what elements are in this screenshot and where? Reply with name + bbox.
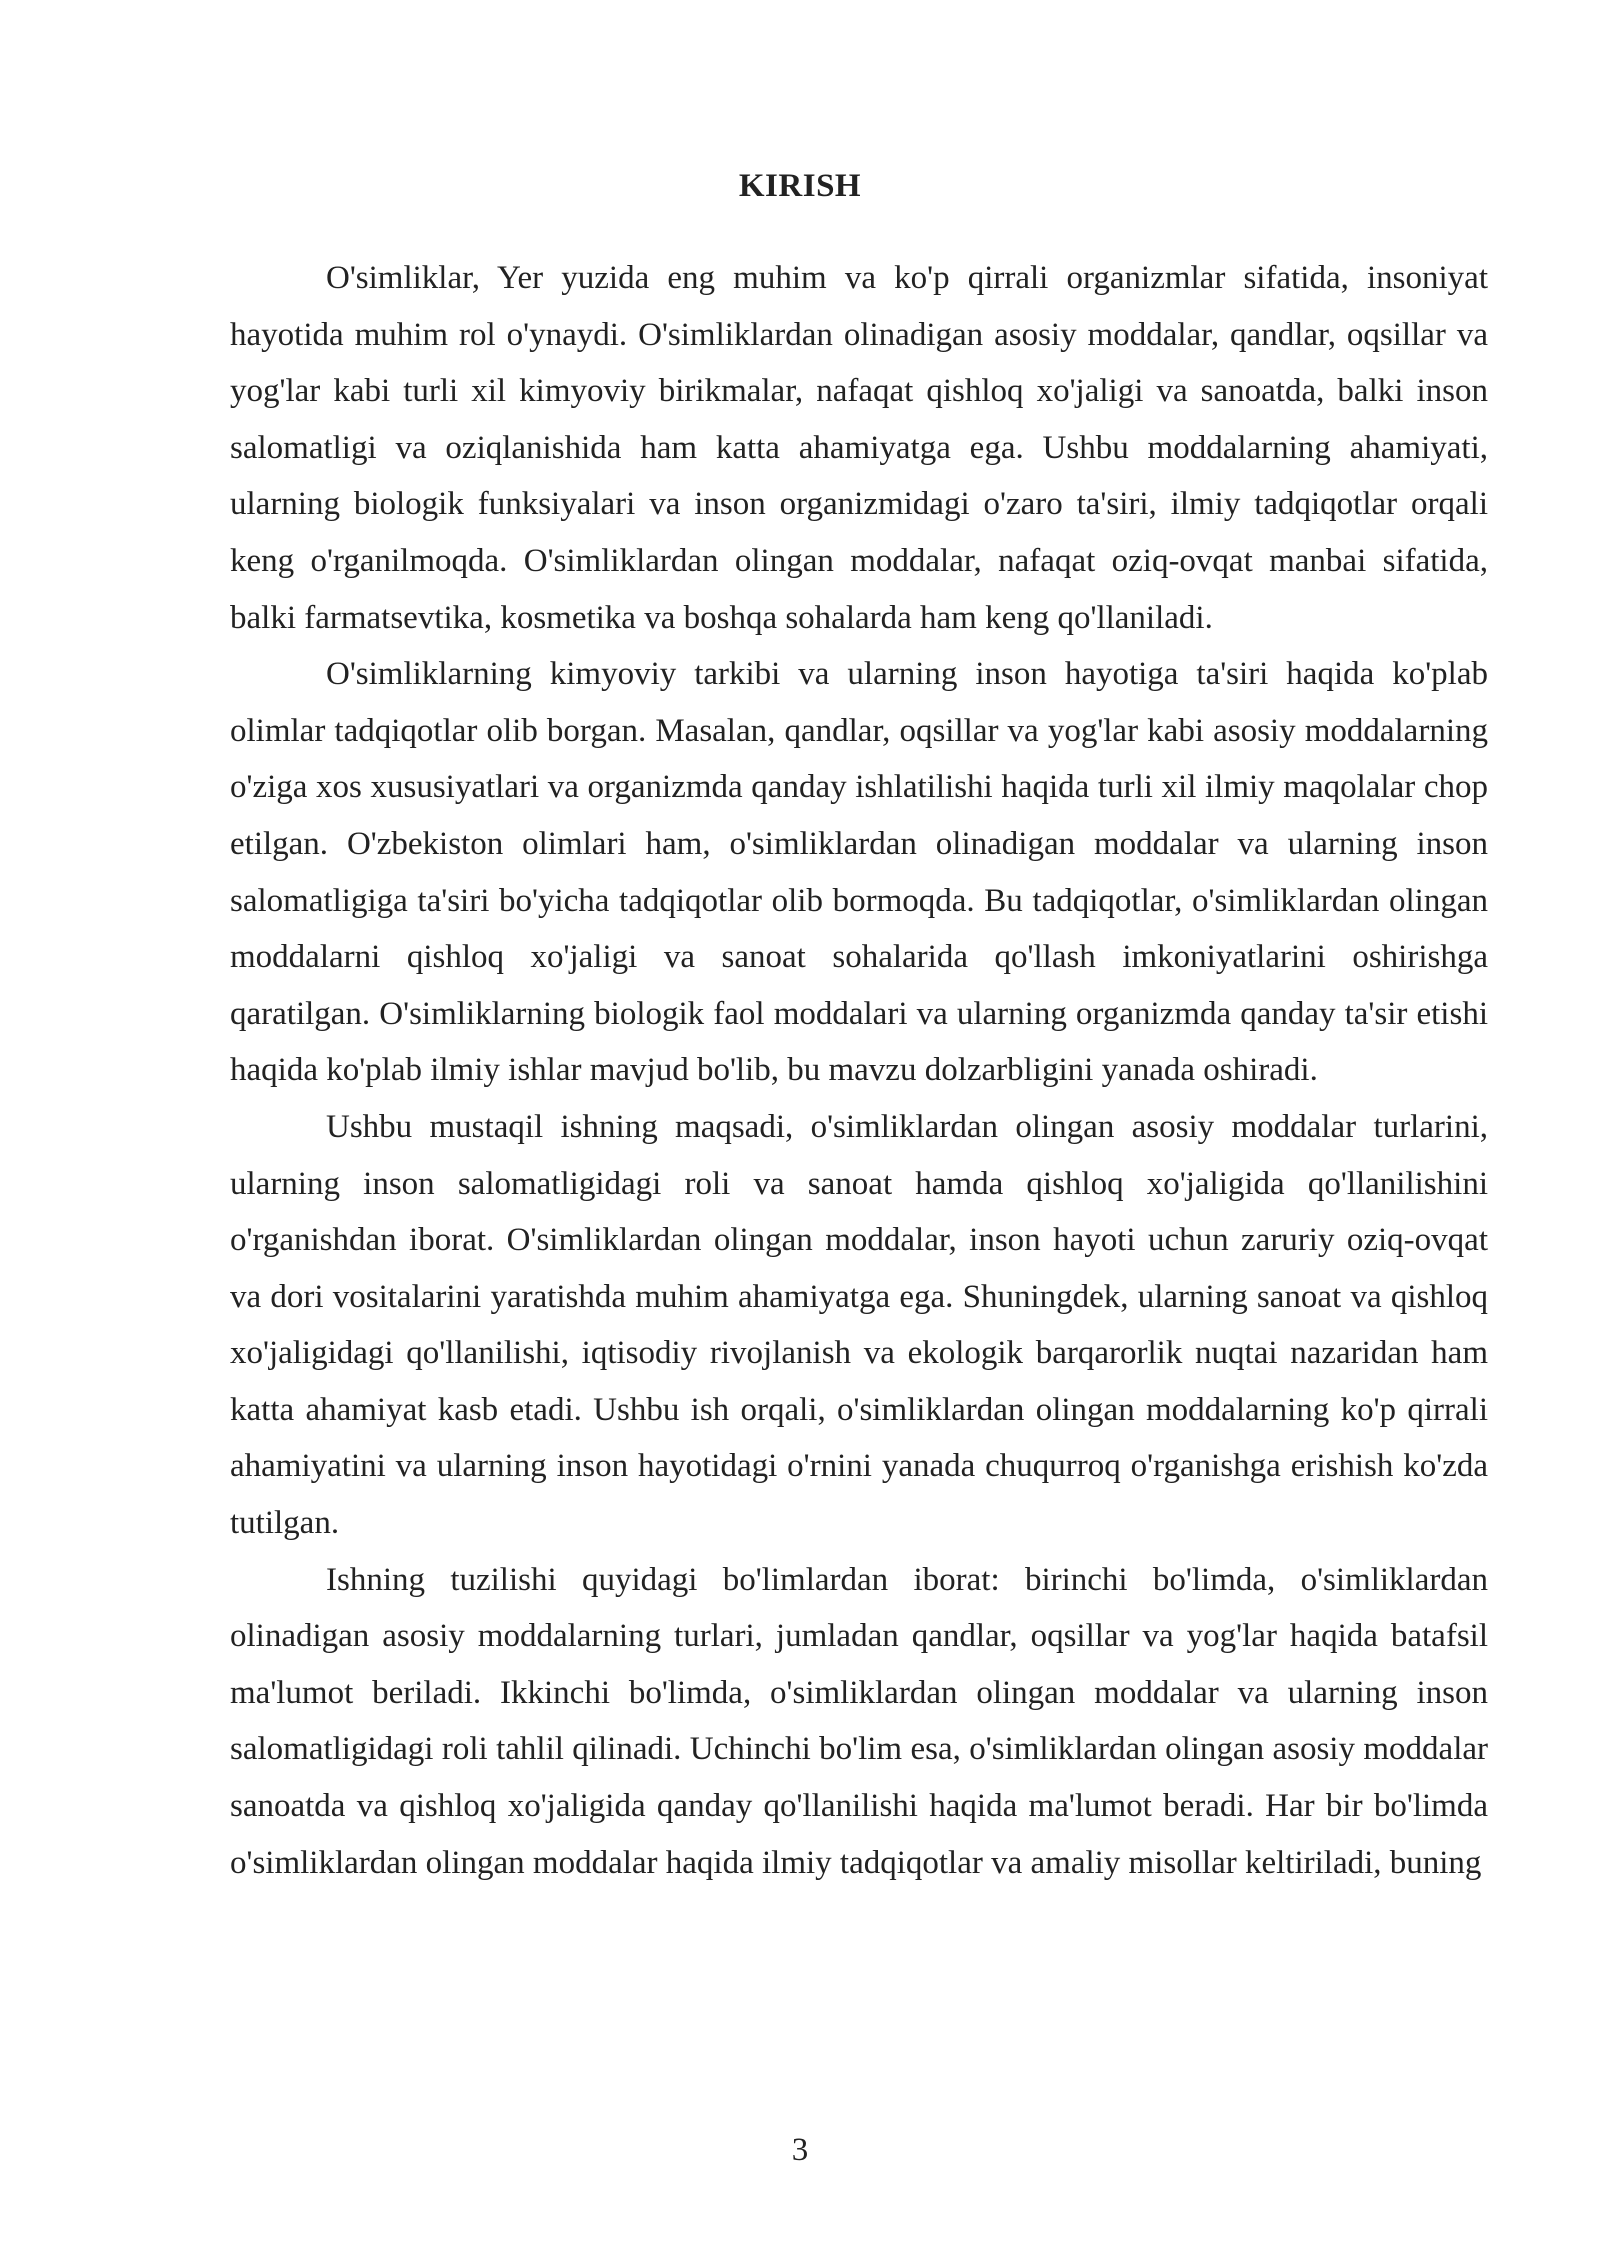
paragraph-3: Ushbu mustaqil ishning maqsadi, o'simliklardan olingan asosiy moddalar turlarini, ularning inson salomatligidagi roli va sanoat hamda qishloq xo'jaligida qo'llanilishini o'rganishdan iborat. O'simliklardan olingan moddalar, inson hayoti uchun zaruriy oziq-ovqat va dori vositalarini yaratishda muhim ahamiyatga ega. Shuningdek, ularning sanoat va qishloq xo'jaligidagi qo'llanilishi, iqtisodiy rivojlanish va ekologik barqarorlik nuqtai nazaridan ham katta ahamiyat kasb etadi. Ushbu ish orqali, o'simliklardan olingan moddalarning ko'p qirrali ahamiyatini va ularning inson hayotidagi o'rnini yanada chuqurroq o'rganishga erishish ko'zda tutilgan. — [230, 1108, 1488, 1542]
paragraph-2: O'simliklarning kimyoviy tarkibi va ularning inson hayotiga ta'siri haqida ko'plab olimlar tadqiqotlar olib borgan. Masalan, qandlar, oqsillar va yog'lar kabi asosiy moddalarning o'ziga xos xususiyatlari va organizmda qanday ishlatilishi haqida turli xil ilmiy maqolalar chop etilgan. O'zbekiston olimlari ham, o'simliklardan olinadigan moddalar va ularning inson salomatligiga ta'siri bo'yicha tadqiqotlar olib bormoqda. Bu tadqiqotlar, o'simliklardan olingan moddalarni qishloq xo'jaligi va sanoat sohalarida qo'llash imkoniyatlarini oshirishga qaratilgan. O'simliklarning biologik faol moddalari va ularning organizmda qanday ta'sir etishi haqida ko'plab ilmiy ishlar mavjud bo'lib, bu mavzu dolzarbligini yanada oshiradi. — [230, 656, 1488, 1089]
body-text — [230, 250, 1488, 1891]
page-number: 3 — [791, 2132, 809, 2168]
paragraph-1: O'simliklar, Yer yuzida eng muhim va ko'p qirrali organizmlar sifatida, insoniyat hayotida muhim rol o'ynaydi. O'simliklardan olinadigan asosiy moddalar, qandlar, oqsillar va yog'lar kabi turli xil kimyoviy birikmalar, nafaqat qishloq xo'jaligi va sanoatda, balki inson salomatligi va oziqlanishida ham katta ahamiyatga ega. Ushbu moddalarning ahamiyati, ularning biologik funksiyalari va inson organizmidagi o'zaro ta'siri, ilmiy tadqiqotlar orqali keng o'rganilmoqda. O'simliklardan olingan moddalar, nafaqat oziq-ovqat manbai sifatida, balki farmatsevtika, kosmetika va boshqa sohalarda ham keng qo'llaniladi. — [230, 260, 1488, 636]
page-title: KIRISH — [738, 168, 862, 204]
paragraph-4: Ishning tuzilishi quyidagi bo'limlardan iborat: birinchi bo'limda, o'simliklardan olinadigan asosiy moddalarning turlari, jumladan qandlar, oqsillar va yog'lar haqida batafsil ma'lumot beriladi. Ikkinchi bo'limda, o'simliklardan olingan moddalar va ularning inson salomatligidagi roli tahlil qilinadi. Uchinchi bo'lim esa, o'simliklardan olingan asosiy moddalar sanoatda va qishloq xo'jaligida qanday qo'llanilishi haqida ma'lumot beradi. Har bir bo'limda o'simliklardan olingan moddalar haqida ilmiy tadqiqotlar va amaliy misollar keltiriladi, buning — [230, 1561, 1488, 1881]
